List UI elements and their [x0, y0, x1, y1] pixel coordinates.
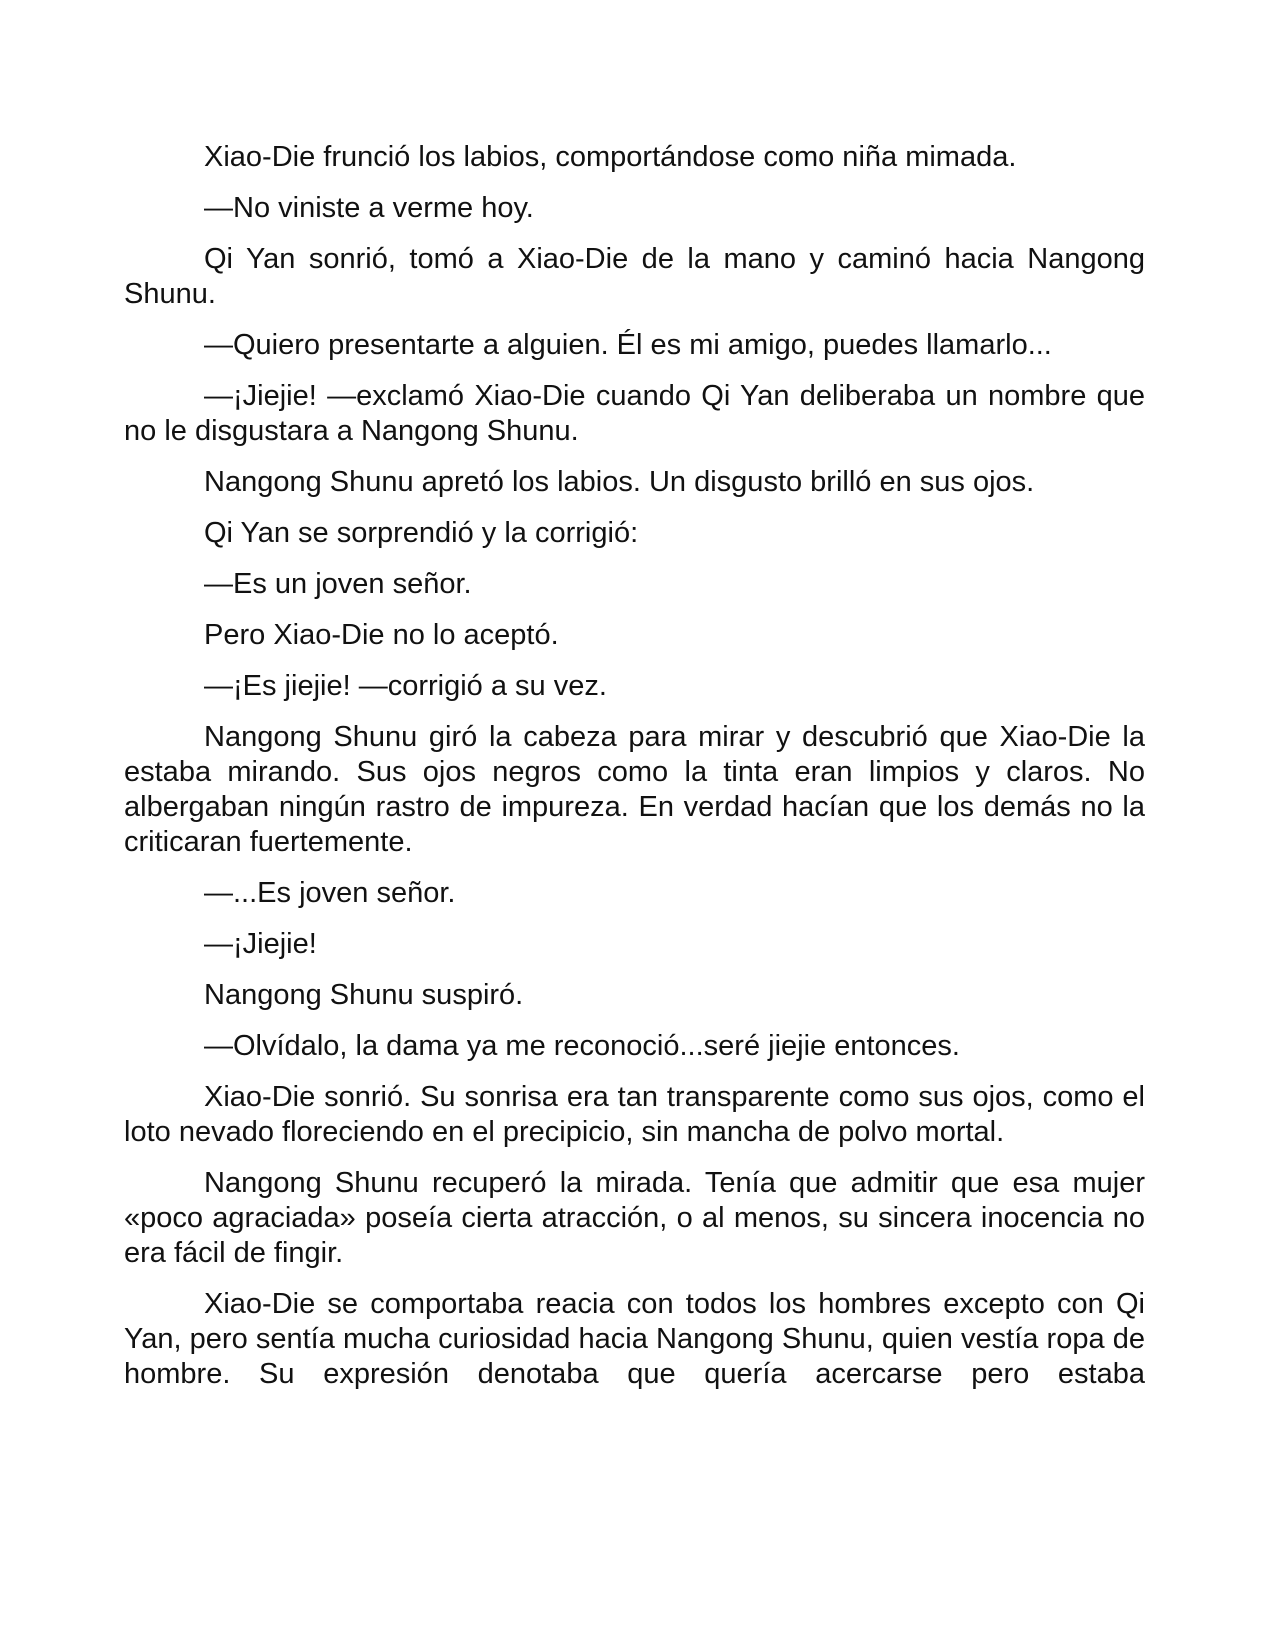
paragraph: —Quiero presentarte a alguien. Él es mi amigo, puedes llamarlo... — [204, 329, 1052, 361]
paragraph: —Es un joven señor. — [204, 568, 472, 600]
paragraph: Nangong Shunu suspiró. — [204, 979, 524, 1011]
paragraph: Xiao-Die sonrió. Su sonrisa era tan transparente como sus ojos, como el loto nevado floreciendo en el precipicio, sin mancha de polvo mortal. — [124, 1081, 1145, 1148]
paragraph: —...Es joven señor. — [204, 877, 456, 909]
paragraph: Qi Yan se sorprendió y la corrigió: — [204, 517, 639, 549]
paragraph: Qi Yan sonrió, tomó a Xiao-Die de la mano y caminó hacia Nangong Shunu. — [124, 243, 1145, 310]
paragraph: —¡Jiejie! — [204, 928, 317, 960]
paragraph: Xiao-Die se comportaba reacia con todos los hombres excepto con Qi Yan, pero sentía mucha curiosidad hacia Nangong Shunu, quien vestía ropa de hombre. Su expresión denotaba que quería acercarse pero estaba — [124, 1288, 1145, 1390]
paragraph: —¡Es jiejie! —corrigió a su vez. — [204, 670, 607, 702]
paragraph: Nangong Shunu apretó los labios. Un disgusto brilló en sus ojos. — [204, 466, 1035, 498]
paragraph: —Olvídalo, la dama ya me reconoció...seré jiejie entonces. — [204, 1030, 960, 1062]
paragraph: —¡Jiejie! —exclamó Xiao-Die cuando Qi Yan deliberaba un nombre que no le disgustara a Nangong Shunu. — [124, 380, 1145, 447]
paragraph: —No viniste a verme hoy. — [204, 192, 534, 224]
paragraph: Xiao-Die frunció los labios, comportándose como niña mimada. — [204, 141, 1017, 173]
paragraph: Nangong Shunu giró la cabeza para mirar y descubrió que Xiao-Die la estaba mirando. Sus ojos negros como la tinta eran limpios y claros. No albergaban ningún rastro de impureza. En verdad hacían que los demás no la criticaran fuertemente. — [124, 721, 1145, 858]
paragraph: Nangong Shunu recuperó la mirada. Tenía que admitir que esa mujer «poco agraciada» poseía cierta atracción, o al menos, su sincera inocencia no era fácil de fingir. — [124, 1167, 1145, 1269]
paragraph: Pero Xiao-Die no lo aceptó. — [204, 619, 559, 651]
document-page — [124, 140, 1145, 1392]
